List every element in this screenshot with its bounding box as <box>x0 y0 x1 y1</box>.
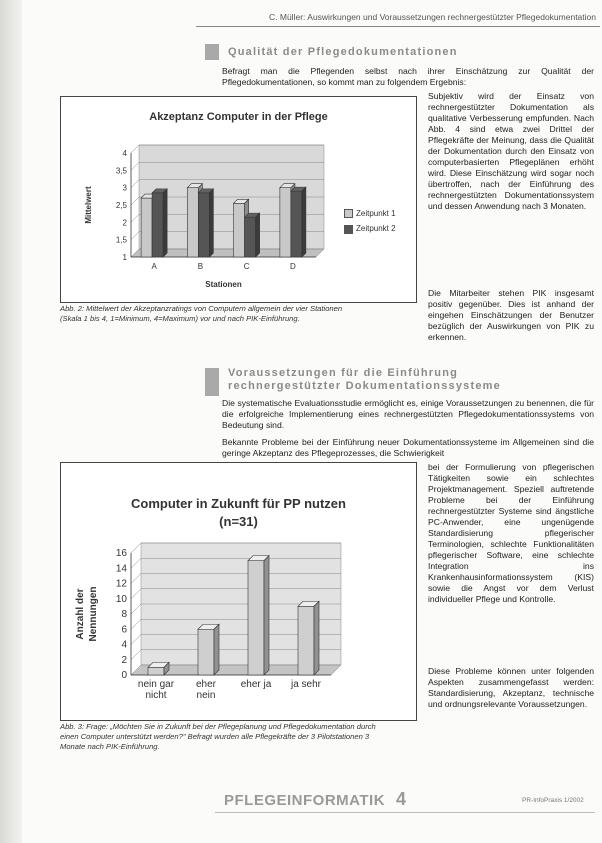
chart2-bar-side <box>214 624 219 675</box>
chart2-ytick: 2 <box>121 654 127 666</box>
chart1-bar <box>152 193 163 257</box>
title-line: (n=31) <box>219 514 258 529</box>
legend-item <box>344 209 396 218</box>
chart2-grid-diag <box>131 558 141 568</box>
chart1-bar <box>291 191 302 257</box>
section2-column-text2: Diese Probleme können unter folgenden Aspekten zusammengefasst werden: Standardisierung, Akzeptanz, technische und ordnungsrelevante Voraussetzungen. <box>428 666 594 709</box>
section1-intro: Befragt man die Pflegenden selbst nach ihrer Einschätzung zur Qualität der Pflegedokumentationen, so kommt man zu folgendem Ergebnis: <box>222 66 594 87</box>
chart2-bar-side <box>314 601 319 675</box>
chart2-xtick: nein <box>196 690 216 701</box>
chart2-ytick: 12 <box>115 578 127 590</box>
chart2-bar <box>298 606 314 675</box>
chart1-bar-side <box>302 187 306 257</box>
chart1-bar-side <box>163 189 167 257</box>
chart1-ytick: 3,5 <box>115 166 127 176</box>
chart2-bar <box>198 629 214 675</box>
chart1-legend <box>344 209 396 234</box>
chart2-ytick: 4 <box>121 639 127 651</box>
chart1-xlabel: Stationen <box>205 280 242 289</box>
chart2-xtick: nicht <box>145 690 167 701</box>
chart1-caption: Abb. 2: Mittelwert der Akzeptanzratings von Computern allgemein der vier Stationen (Skala 1 bis 4, 1=Minimum, 4=Maximum) vor und nach PIK-Einführung. <box>60 304 343 323</box>
chart2-ytick: 6 <box>121 624 127 636</box>
chart1-ytick: 1 <box>122 253 127 262</box>
chart1-ylabel: Mittelwert <box>84 186 93 224</box>
chart1-grid-diag <box>131 180 139 188</box>
chart2-grid-diag <box>131 635 141 645</box>
chart1-grid-diag <box>131 232 139 240</box>
legend-label: Zeitpunkt 2 <box>356 224 396 234</box>
title-line: Voraussetzungen für die Einführung <box>228 367 459 379</box>
chart1-ytick: 3 <box>122 183 127 193</box>
chart1-bar <box>245 217 256 257</box>
chart1-xtick: D <box>289 262 296 271</box>
chart1-bar <box>198 193 209 257</box>
paragraph: Subjektiv wird der Einsatz von rechnergestützter Dokumentation als qualitative Verbesserung empfunden. Nach Abb. 4 sind etwa zwei Drittel der Pflegekräfte der Meinung, dass die Qualität der Dokumentation durch den Einsatz von computerbasierten Pflegeplänen erhöht wird. Diese Einschätzung wird sogar noch übertroffen, nach der Einführung des rechnergestützten Dokumentationssystem und dessen Anwendung nach 3 Monaten. <box>428 91 594 211</box>
legend-label: Zeitpunkt 1 <box>356 209 396 218</box>
chart2-ytick: 8 <box>121 609 127 620</box>
chart2-bar <box>148 667 164 675</box>
chart1-xtick: A <box>151 262 157 271</box>
chart1-title: Akzeptanz Computer in der Pflege <box>149 111 328 123</box>
legend-swatch <box>344 209 353 218</box>
chart2-xtick: eher <box>195 679 217 690</box>
section2-intro <box>222 398 594 465</box>
page-shadow <box>0 0 22 843</box>
chart2-svg <box>61 463 416 720</box>
title-line: Computer in Zukunft für PP nutzen <box>131 496 346 511</box>
section-marker <box>205 368 219 396</box>
chart2-xtick: eher ja <box>240 679 272 690</box>
chart2-grid-diag <box>131 619 141 629</box>
chart1-frame <box>60 96 417 303</box>
title-line: rechnergestützter Dokumentationssysteme <box>228 380 501 392</box>
chart1-grid-diag <box>131 197 139 205</box>
chart2-frame <box>60 462 417 721</box>
chart1-xtick: C <box>243 262 250 271</box>
chart1-bar-side <box>256 213 260 257</box>
chart1-bar <box>234 203 245 257</box>
chart1-ytick: 1,5 <box>115 235 127 245</box>
chart2-grid-diag <box>131 650 141 660</box>
chart2-bar <box>248 561 264 675</box>
section-title-requirements <box>228 367 501 393</box>
section2-column-text: bei der Formulierung von pflegerischen Tätigkeiten sowie ein schlechtes Projektmanagement. Speziell auftretende Probleme bei der Einführung rechnergestützter Systeme sind ängstliche PC-Anwender, eine ungenügende Standardisierung pflegerischer Terminologien, schlechte Funktionalitäten pflegerischer Software, eine schlechte Integration ins Krankenhausinformationssystem (KIS) sowie die Angst vor dem Verlust individueller Pflege und Kontrolle. <box>428 462 594 604</box>
chart1-grid-diag <box>131 145 139 153</box>
footer-divider <box>215 812 595 813</box>
chart2-xtick: nein gar <box>137 679 175 690</box>
chart1-svg <box>61 97 416 302</box>
chart1-bar-side <box>209 189 213 257</box>
section1-column-text <box>428 91 594 218</box>
chart1-bar <box>280 188 291 257</box>
chart2-ylabel: Nennungen <box>88 586 99 642</box>
footer-small-text: PR-InfoPraxis 1/2002 <box>522 797 584 804</box>
section1-column-text2: Die Mitarbeiter stehen PIK insgesamt positiv gegenüber. Dies ist anhand der eingehen Einschätzungen der Benutzer bezüglich der Auswirkungen von PIK zu erkennen. <box>428 288 594 342</box>
chart1-ytick: 2,5 <box>115 201 127 210</box>
chart2-ytick: 0 <box>121 670 127 681</box>
chart2-ytick: 16 <box>115 548 127 559</box>
chart1-ytick: 2 <box>122 218 127 228</box>
chart2-xtick: ja sehr <box>290 679 322 690</box>
chart2-ytick: 10 <box>115 593 127 605</box>
chart1-grid-diag <box>131 162 139 170</box>
legend-swatch <box>344 225 353 234</box>
running-head: C. Müller: Auswirkungen und Voraussetzungen rechnergestützter Pflegedokumentation <box>196 12 600 27</box>
chart1-grid-diag <box>131 214 139 222</box>
chart2-caption: Abb. 3: Frage: „Möchten Sie in Zukunft bei der Pflegeplanung und Pflegedokumentation durch einen Computer unterstützt werden?" Befragt wurden alle Pflegekräfte der 3 Pilotstationen 3 Monate nach PIK-Einführung. <box>60 722 376 751</box>
chart2-grid-diag <box>131 589 141 599</box>
legend-item <box>344 224 396 233</box>
chart1-ytick: 4 <box>122 149 127 158</box>
page-number: 4 <box>396 789 407 809</box>
chart1-xtick: B <box>197 262 204 271</box>
chart2-ylabel: Anzahl der <box>75 588 86 640</box>
chart1-bar <box>141 198 152 257</box>
footer-brand: PFLEGEINFORMATIK <box>224 792 386 809</box>
paragraph: Bekannte Probleme bei der Einführung neuer Dokumentationssysteme im Allgemeinen sind die geringe Akzeptanz des Pflegeprozesses, die Schwierigkeit <box>222 437 594 458</box>
chart2-grid-diag <box>131 543 141 553</box>
chart1-bar <box>187 188 198 257</box>
section-marker <box>205 44 219 60</box>
chart2-grid-diag <box>131 604 141 614</box>
chart2-bar-side <box>264 556 269 675</box>
chart2-ytick: 14 <box>115 563 127 575</box>
section-title-quality: Qualität der Pflegedokumentationen <box>228 46 458 58</box>
paragraph: Die systematische Evaluationsstudie ermöglicht es, einige Voraussetzungen zu benennen, die für die erfolgreiche Implementierung eines rechnergestützten Pflegedokumentationssystems von Bedeutung sind. <box>222 398 594 430</box>
chart2-grid-diag <box>131 574 141 584</box>
